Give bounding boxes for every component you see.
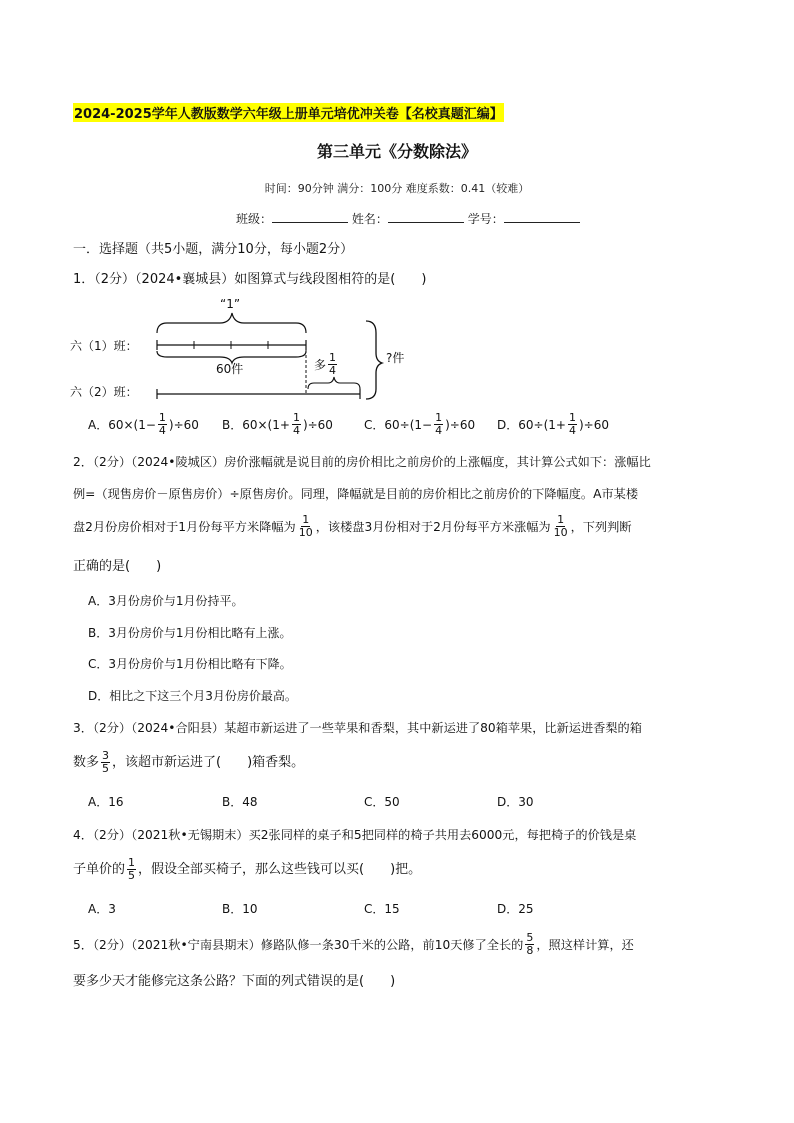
q2-option-c[interactable]: C．3月份房价与1月份相比略有下降。 [88,657,292,671]
question-2-line-2: 例=（现售房价－原售房价）÷原售房价。同理，降幅就是目前的房价相比之前房价的下降幅度。A市某楼 [73,487,639,501]
class-field[interactable] [272,210,348,223]
q1-option-b[interactable]: B． 60×(1+ $\frac{1}{4}$ )÷60 [222,411,333,437]
q4-option-b[interactable]: B．10 [222,902,258,916]
name-label: 姓名： [351,212,388,226]
q2-option-d[interactable]: D．相比之下这三个月3月份房价最高。 [88,689,297,703]
whole-label: “1” [220,297,241,311]
q3-option-a[interactable]: A．16 [88,795,124,809]
class-1-label: 六（1）班： [70,339,138,353]
question-2-line-4: 正确的是( ) [73,559,162,574]
q4-option-c[interactable]: C．15 [364,902,400,916]
exam-info: 时间：90分钟 满分：100分 难度系数：0.41（较难） [264,182,530,195]
q2-option-a[interactable]: A．3月份房价与1月份持平。 [88,594,244,608]
id-label: 学号： [467,212,504,226]
student-fields [236,209,580,229]
question-3-line-1: 3．（2分）（2024•合阳县）某超市新运进了一些苹果和香梨，其中新运进了80箱苹果，比新运进香梨的箱 [73,721,642,735]
q2-option-b[interactable]: B．3月份房价与1月份相比略有上涨。 [88,626,292,640]
q3-option-c[interactable]: C．50 [364,795,400,809]
question-5-line-2: 要多少天才能修完这条公路？下面的列式错误的是( ) [73,974,396,989]
section-heading: 一．选择题（共5小题，满分10分，每小题2分） [73,242,354,257]
question-2-line-3: 盘2月份房价相对于1月份每平方米降幅为 $\frac{1}{10}$ ，该楼盘3月份相对于2月份每平方米涨幅为 $\frac{1}{10}$ ，下列判断 [73,513,632,539]
page-title: 第三单元《分数除法》 [316,142,477,161]
class-label: 班级： [236,212,273,226]
q3-option-d[interactable]: D．30 [497,795,534,809]
question-2-line-1: 2．（2分）（2024•陵城区）房价涨幅就是说目前的房价相比之前房价的上涨幅度，其计算公式如下：涨幅比 [73,455,651,469]
more-label: 多 $\frac{1}{4}$ [314,351,337,377]
question-4-line-1: 4．（2分）（2021秋•无锡期末）买2张同样的桌子和5把同样的椅子共用去6000元，每把椅子的价钱是桌 [73,828,637,842]
question-5-line-1: 5．（2分）（2021秋•宁南县期末）修路队修一条30千米的公路，前10天修了全长的 $\frac{5}{8}$ ，照这样计算，还 [73,931,634,957]
q1-option-c[interactable]: C． 60÷(1− $\frac{1}{4}$ )÷60 [364,411,476,437]
total-label: ?件 [386,351,405,365]
amount-label: 60件 [216,362,244,376]
name-field[interactable] [388,210,464,223]
exam-banner: 2024-2025学年人教版数学六年级上册单元培优冲关卷【名校真题汇编】 [73,103,504,122]
q4-option-a[interactable]: A．3 [88,902,116,916]
q1-option-a[interactable]: A． 60×(1− $\frac{1}{4}$ )÷60 [88,411,199,437]
question-3-line-2: 数多 $\frac{3}{5}$ ，该超市新运进了( )箱香梨。 [73,749,305,775]
q1-option-d[interactable]: D． 60÷(1+ $\frac{1}{4}$ )÷60 [497,411,609,437]
student-id-field[interactable] [504,210,580,223]
q4-option-d[interactable]: D．25 [497,902,534,916]
class-2-label: 六（2）班： [70,385,138,399]
line-segment-diagram [70,295,430,405]
question-1-stem: 1．（2分）（2024•襄城县）如图算式与线段图相符的是( ) [73,272,427,287]
q3-option-b[interactable]: B．48 [222,795,258,809]
question-4-line-2: 子单价的 $\frac{1}{5}$ ，假设全部买椅子，那么这些钱可以买( )把。 [73,856,422,882]
